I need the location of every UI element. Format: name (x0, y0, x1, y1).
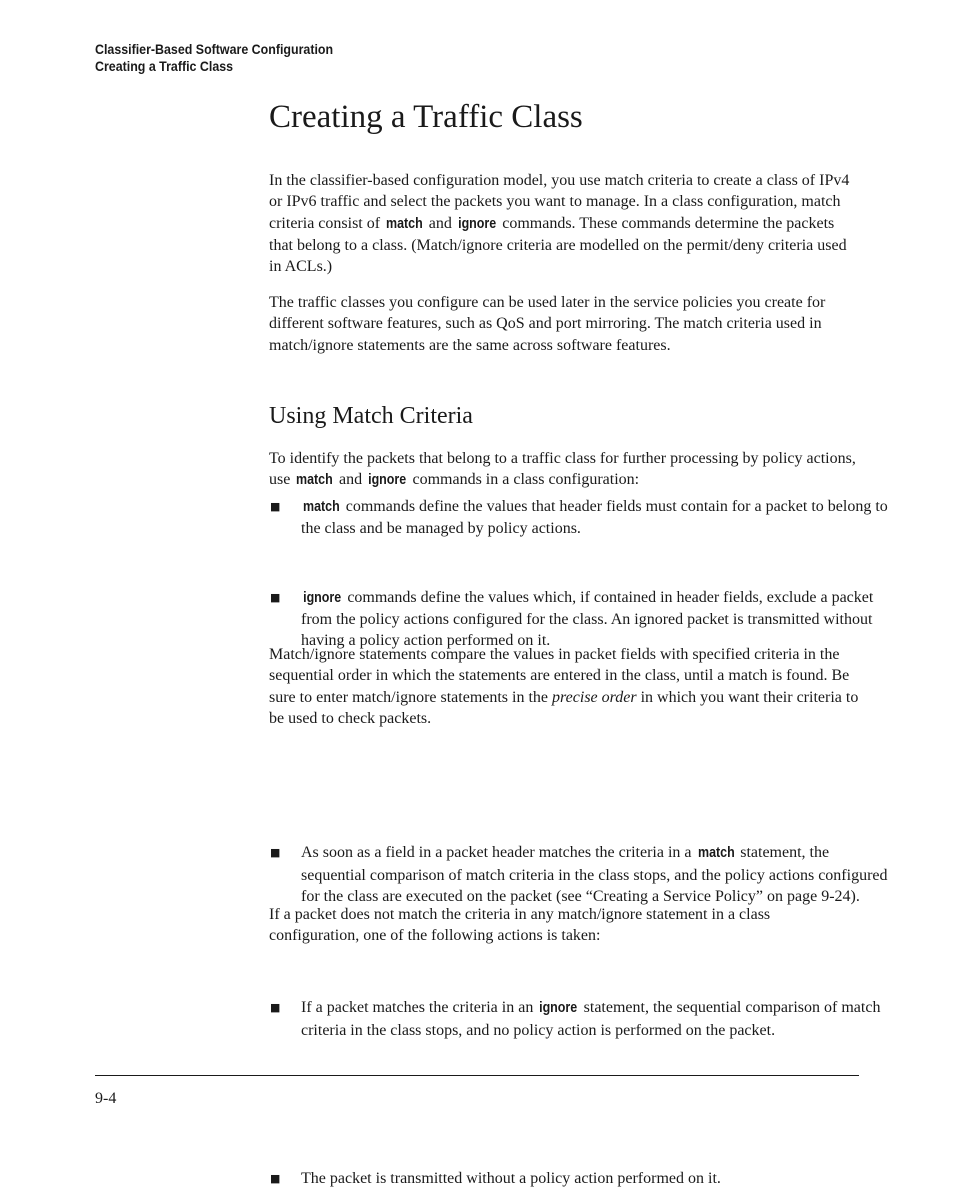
bullet-square-icon: ■ (270, 1171, 281, 1185)
keyword-ignore: ignore (303, 589, 342, 606)
traffic-classes-paragraph: The traffic classes you configure can be used later in the service policies you create for different software features, such as QoS and port mirroring. The match criteria used in match/ignore statements are the same across software features. (269, 294, 826, 354)
running-header-section: Creating a Traffic Class (95, 59, 234, 74)
emphasis-precise-order: precise order (552, 688, 637, 706)
bullet-square-icon: ■ (270, 1001, 281, 1015)
running-header-chapter: Classifier-Based Software Configuration (95, 42, 334, 57)
bullet-square-icon: ■ (270, 590, 281, 604)
keyword-match: match (302, 499, 340, 515)
page-title: Creating a Traffic Class (269, 99, 583, 135)
footer-rule (95, 1075, 859, 1076)
keyword-ignore: ignore (368, 472, 407, 489)
keyword-match: match (386, 215, 423, 232)
running-header (95, 41, 333, 75)
keyword-ignore: ignore (458, 215, 497, 232)
section-title: Using Match Criteria (269, 403, 473, 429)
bullet-square-icon: ■ (270, 846, 281, 860)
intro-paragraph: In the classifier-based configuration model, you use match criteria to create a class of IPv4 or IPv6 traffic and select the packets you want to manage. In a class configuration, match criteria consist of match and ignore commands. These commands determine the packets that belong to a class. (Match/ignore criteria are modelled on the permit/deny criteria used in ACLs.) (269, 172, 850, 276)
bullet-item: ■ If a packet matches the criteria in an ignore statement, the sequential comparison of match criteria in the class stops, and no policy action is performed on the packet. (270, 999, 881, 1039)
bullet-item: ■ match commands define the values that header fields must contain for a packet to belong to the class and be managed by policy actions. (270, 498, 888, 538)
keyword-match: match (697, 845, 735, 862)
bullet-item: ■ ignore commands define the values which, if contained in header fields, exclude a packet from the policy actions configured for the class. An ignored packet is transmitted without having a policy action performed on it. (270, 588, 874, 650)
sequential-order-paragraph: Match/ignore statements compare the values in packet fields with specified criteria in the sequential order in which the statements are entered in the class, until a match is found. Be sure to enter match/ignore statements in the precise order in which you want their criteria to be used to check packets. (269, 646, 859, 727)
keyword-ignore: ignore (539, 1000, 578, 1017)
identify-packets-paragraph: To identify the packets that belong to a traffic class for further processing by policy actions, use match and ignore commands in a class configuration: (269, 448, 859, 492)
no-match-paragraph: If a packet does not match the criteria in any match/ignore statement in a class configuration, one of the following actions is taken: (269, 906, 771, 945)
keyword-match: match (296, 472, 334, 489)
bullet-item: ■ The packet is transmitted without a policy action performed on it. (269, 1168, 891, 1189)
page-number: 9-4 (95, 1090, 117, 1107)
bullet-square-icon: ■ (270, 500, 281, 513)
bullet-item: ■ As soon as a field in a packet header matches the criteria in a match statement, the sequential comparison of match criteria in the class stops, and the policy actions configured for the class are executed on the packet (see “Creating a Service Policy” on page 9-24). (270, 844, 888, 906)
